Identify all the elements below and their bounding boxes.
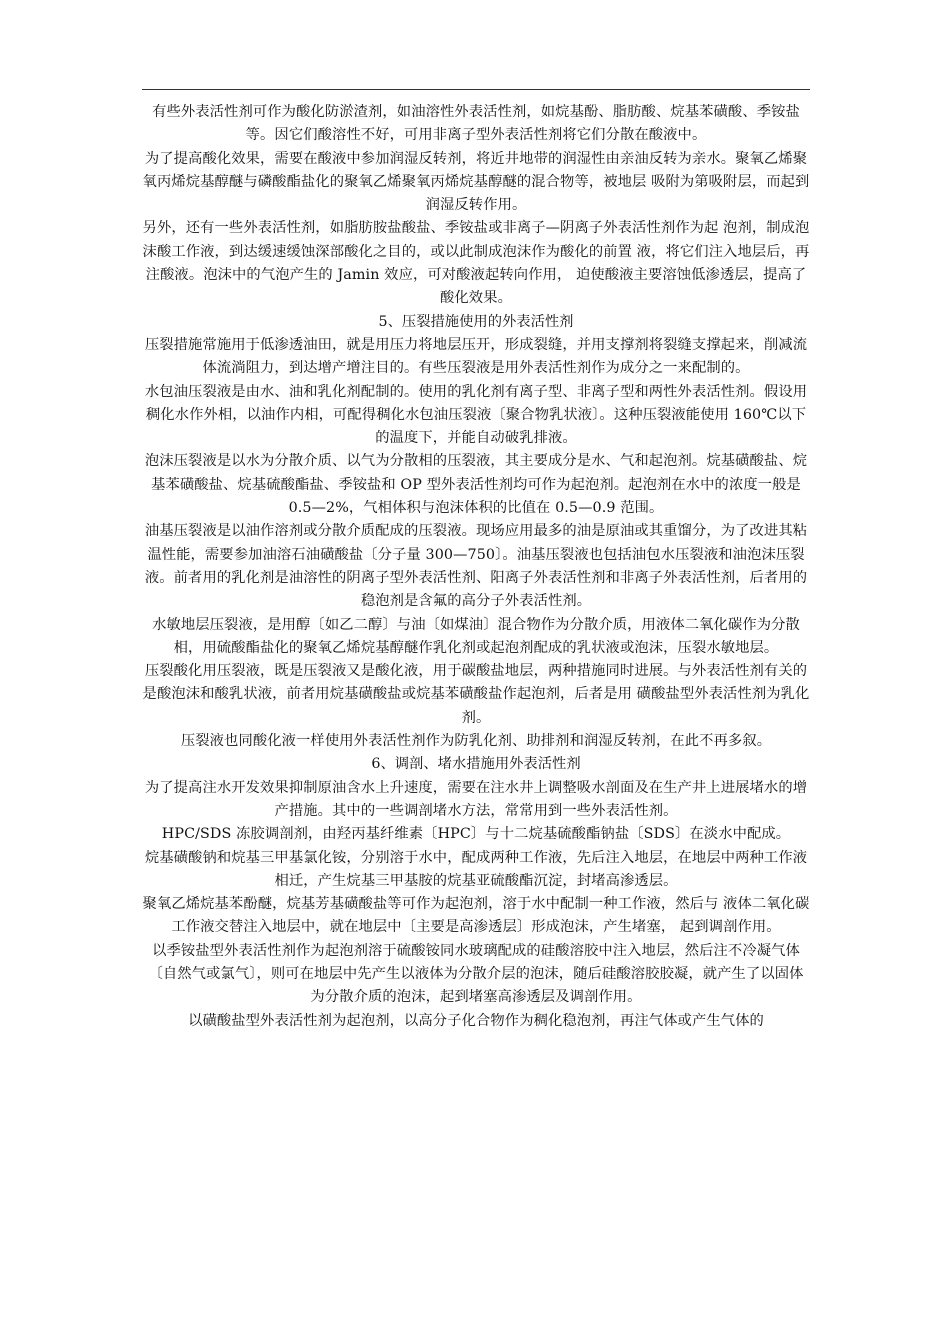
paragraph-foam-fracturing-fluid: 泡沫压裂液是以水为分散介质、以气为分散相的压裂液，其主要成分是水、气和起泡剂。烷基磺酸盐、烷基苯磺酸盐、烷基硫酸酯盐、季铵盐和 OP 型外表活性剂均可作为起泡剂。起泡剂在水中的浓度一般是 0.5—2%，气相体积与泡沫体积的比值在 0.5—0.9 范围。 [144,453,808,517]
paragraph-two-fluid-precipitate: 烷基磺酸钠和烷基三甲基氯化铵，分别溶于水中，配成两种工作液，先后注入地层，在地层中两种工作液相迁，产生烷基三甲基胺的烷基亚硫酸酯沉淀，封堵高渗透层。 [144,849,808,889]
section-heading-profile-control: 6、调剖、堵水措施用外表活性剂 [371,756,581,773]
paragraph-co2-foam: 聚氧乙烯烷基苯酚醚，烷基芳基磺酸盐等可作为起泡剂，溶于水中配制一种工作液，然后与 液体二氧化碳工作液交替注入地层中，就在地层中〔主要是高渗透层〕形成泡沫，产生堵塞， 起到调剖作用。 [142,896,810,936]
header-rule [142,89,810,90]
paragraph-silica-gel-foam: 以季铵盐型外表活性剂作为起泡剂溶于硫酸铵同水玻璃配成的硅酸溶胶中注入地层，然后注不冷凝气体〔自然气或氯气〕，则可在地层中先产生以液体为分散介层的泡沫，随后硅酸溶胶胶凝，就产生了以固体为分散介质的泡沫，起到堵塞高渗透层及调剖作用。 [148,942,804,1006]
paragraph-water-sensitive-fluid: 水敏地层压裂液，是用醇〔如乙二醇〕与油〔如煤油〕混合物作为分散介质，用液体二氧化碳作为分散相，用硫酸酯盐化的聚氧乙烯烷基醇醚作乳化剂或起泡剂配成的乳状液或泡沫，压裂水敏地层。 [152,616,800,656]
section-heading-fracturing: 5、压裂措施使用的外表活性剂 [378,313,574,330]
document-body [142,101,810,1033]
paragraph-foam-acid: 另外，还有一些外表活性剂，如脂肪胺盐酸盐、季铵盐或非离子—阴离子外表活性剂作为起 泡剂，制成泡沫酸工作液，到达缓速缓蚀深部酸化之目的，或以此制成泡沫作为酸化的前置 液，将它们注入地层后，再注酸液。泡沫中的气泡产生的 Jamin 效应，可对酸液起转向作用， 迫使酸液主要溶蚀低渗透层，提高了酸化效果。 [142,220,810,307]
paragraph-anti-sludge: 有些外表活性剂可作为酸化防淤渣剂，如油溶性外表活性剂，如烷基酚、脂肪酸、烷基苯磺酸、季铵盐等。因它们酸溶性不好，可用非离子型外表活性剂将它们分散在酸液中。 [152,104,800,144]
paragraph-wetting-reversal: 为了提高酸化效果，需要在酸液中参加润湿反转剂，将近井地带的润湿性由亲油反转为亲水。聚氧乙烯聚氧丙烯烷基醇醚与磷酸酯盐化的聚氧乙烯聚氧丙烯烷基醇醚的混合物等，被地层 吸附为第吸附层，而起到润湿反转作用。 [142,150,810,214]
paragraph-fracturing-intro: 压裂措施常施用于低渗透油田，就是用压力将地层压开，形成裂缝，并用支撑剂将裂缝支撑起来，削减流体流淌阻力，到达增产增注目的。有些压裂液是用外表活性剂作为成分之一来配制的。 [144,336,808,377]
paragraph-fracturing-additives: 压裂液也同酸化液一样使用外表活性剂作为防乳化剂、助排剂和润湿反转剂，在此不再多叙。 [180,733,772,750]
paragraph-acid-fracturing-fluid: 压裂酸化用压裂液，既是压裂液又是酸化液，用于碳酸盐地层，两种措施同时进展。与外表活性剂有关的是酸泡沫和酸乳状液，前者用烷基磺酸盐或烷基苯磺酸盐作起泡剂，后者是用 磺酸盐型外表活性剂为乳化剂。 [142,663,810,726]
paragraph-hpc-sds-gel: HPC/SDS 冻胶调剖剂，由羟丙基纤维素〔HPC〕与十二烷基硫酸酯钠盐〔SDS〕在淡水中配成。 [161,826,791,843]
paragraph-oil-in-water-fluid: 水包油压裂液是由水、油和乳化剂配制的。使用的乳化剂有离子型、非离子型和两性外表活性剂。假设用稠化水作外相，以油作内相，可配得稠化水包油压裂液〔聚合物乳状液〕。这种压裂液能使用 160℃以下的温度下，并能自动破乳排液。 [144,383,808,447]
paragraph-profile-control-intro: 为了提高注水开发效果抑制原油含水上升速度，需要在注水井上调整吸水剖面及在生产井上进展堵水的增产措施。其中的一些调剖堵水方法，常常用到一些外表活性剂。 [144,779,808,819]
paragraph-sulfonate-foam: 以磺酸盐型外表活性剂为起泡剂，以高分子化合物作为稠化稳泡剂，再注气体或产生气体的 [188,1012,764,1029]
paragraph-oil-based-fluid: 油基压裂液是以油作溶剂或分散介质配成的压裂液。现场应用最多的油是原油或其重馏分，为了改进其粘温性能，需要参加油溶石油磺酸盐〔分子量 300—750〕。油基压裂液也包括油包水压裂液和油泡沫压裂液。前者用的乳化剂是油溶性的阴离子型外表活性剂、阳离子外表活性剂和非离子外表活性剂，后者用的稳泡剂是含氟的高分子外表活性剂。 [144,523,808,610]
